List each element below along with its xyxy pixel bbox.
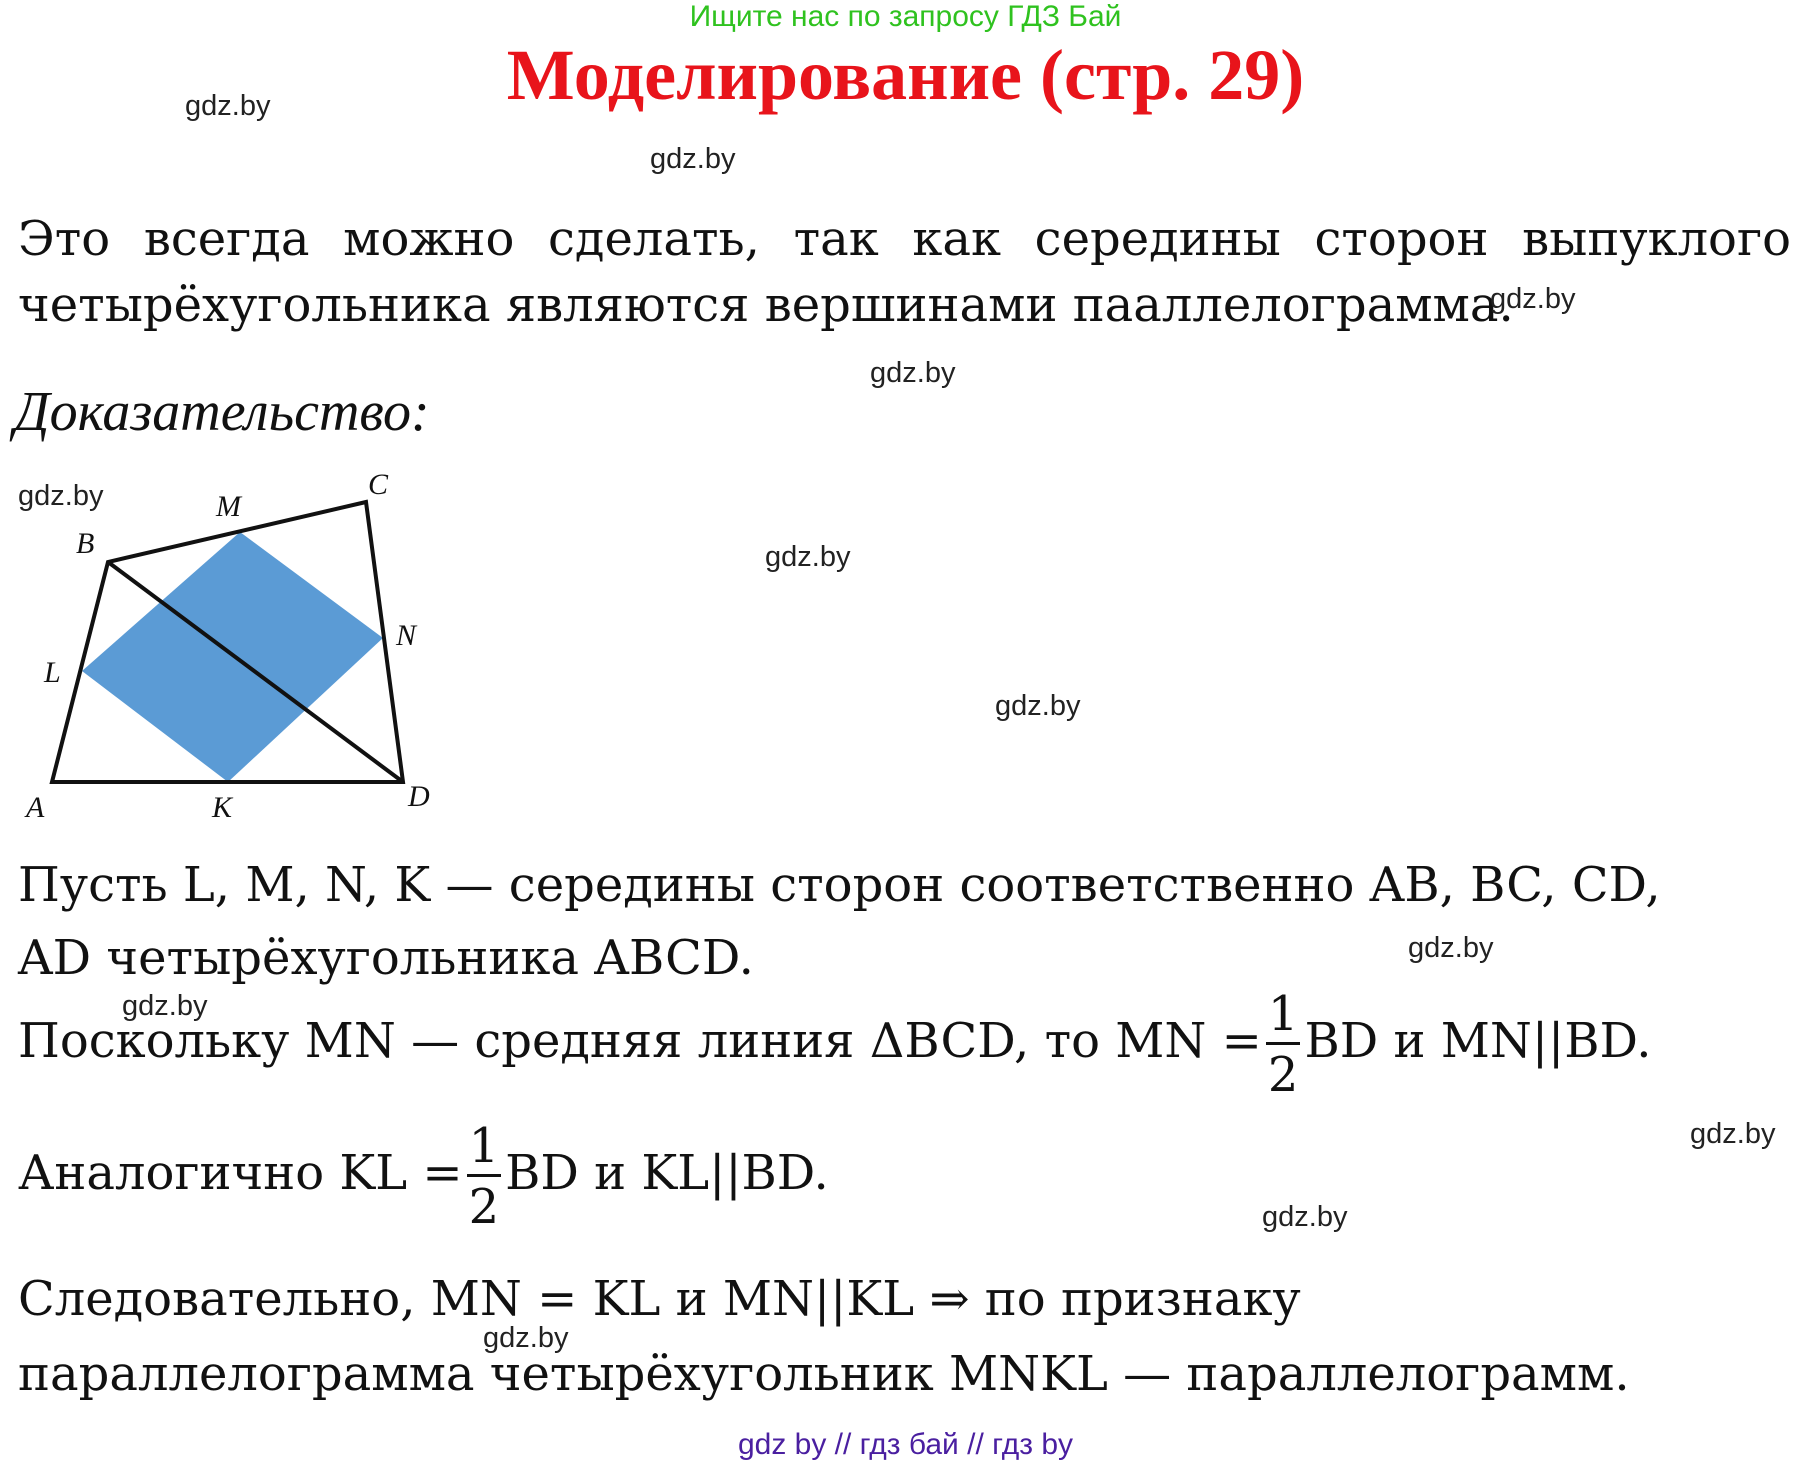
proof-heading: Доказательство:: [14, 381, 430, 443]
watermark: gdz.by: [870, 357, 956, 389]
intro-line-1: Это всегда можно сделать, так как середины сторон выпуклого: [18, 211, 1791, 267]
watermark: gdz.by: [765, 541, 851, 573]
page-title: Моделирование (стр. 29): [506, 35, 1305, 115]
fraction-denominator: 2: [1267, 1047, 1299, 1103]
let-line-1: Пусть L, M, N, K — середины сторон соответственно AB, BC, CD,: [18, 857, 1661, 913]
top-banner: Ищите нас по запросу ГДЗ Бай: [689, 0, 1122, 33]
fraction-numerator: 1: [1266, 990, 1301, 1045]
watermark: gdz.by: [483, 1322, 569, 1354]
since-line: [18, 986, 1652, 1103]
quadrilateral-figure: [0, 460, 460, 830]
footer-links: gdz by // гдз бай // гдз by: [737, 1428, 1074, 1461]
watermark: gdz.by: [650, 143, 736, 175]
watermark: gdz.by: [122, 990, 208, 1022]
watermark: gdz.by: [1262, 1201, 1348, 1233]
watermark: gdz.by: [1490, 283, 1576, 315]
watermark: gdz.by: [995, 690, 1081, 722]
therefore-line-2: параллелограмма четырёхугольник MNKL — параллелограмм.: [18, 1346, 1630, 1402]
similarly-text: Аналогично KL =: [18, 1145, 463, 1201]
label-d: D: [408, 780, 430, 813]
label-b: B: [76, 527, 95, 560]
label-a: A: [26, 791, 45, 824]
label-n: N: [396, 619, 417, 652]
label-c: C: [368, 468, 389, 501]
similarly-text-end: BD и KL||BD.: [505, 1145, 829, 1201]
since-text-end: BD и MN||BD.: [1304, 1013, 1652, 1069]
fraction-one-half: [467, 1118, 502, 1235]
therefore-line-1: Следовательно, MN = KL и MN||KL ⇒ по признаку: [18, 1271, 1301, 1327]
let-line-2: AD четырёхугольника ABCD.: [18, 930, 754, 986]
since-text: Поскольку MN — средняя линия ΔBCD, то MN =: [18, 1013, 1262, 1069]
label-l: L: [44, 656, 61, 689]
fraction-numerator: 1: [467, 1122, 502, 1177]
watermark: gdz.by: [1408, 932, 1494, 964]
watermark: gdz.by: [185, 90, 271, 122]
label-m: M: [216, 490, 241, 523]
watermark: gdz.by: [1690, 1118, 1776, 1150]
watermark: gdz.by: [18, 480, 104, 512]
fraction-denominator: 2: [468, 1179, 500, 1235]
similarly-line: [18, 1118, 829, 1235]
fraction-one-half: [1266, 986, 1301, 1103]
intro-line-2: четырёхугольника являются вершинами пааллелограмма.: [18, 277, 1514, 333]
label-k: K: [212, 791, 233, 824]
